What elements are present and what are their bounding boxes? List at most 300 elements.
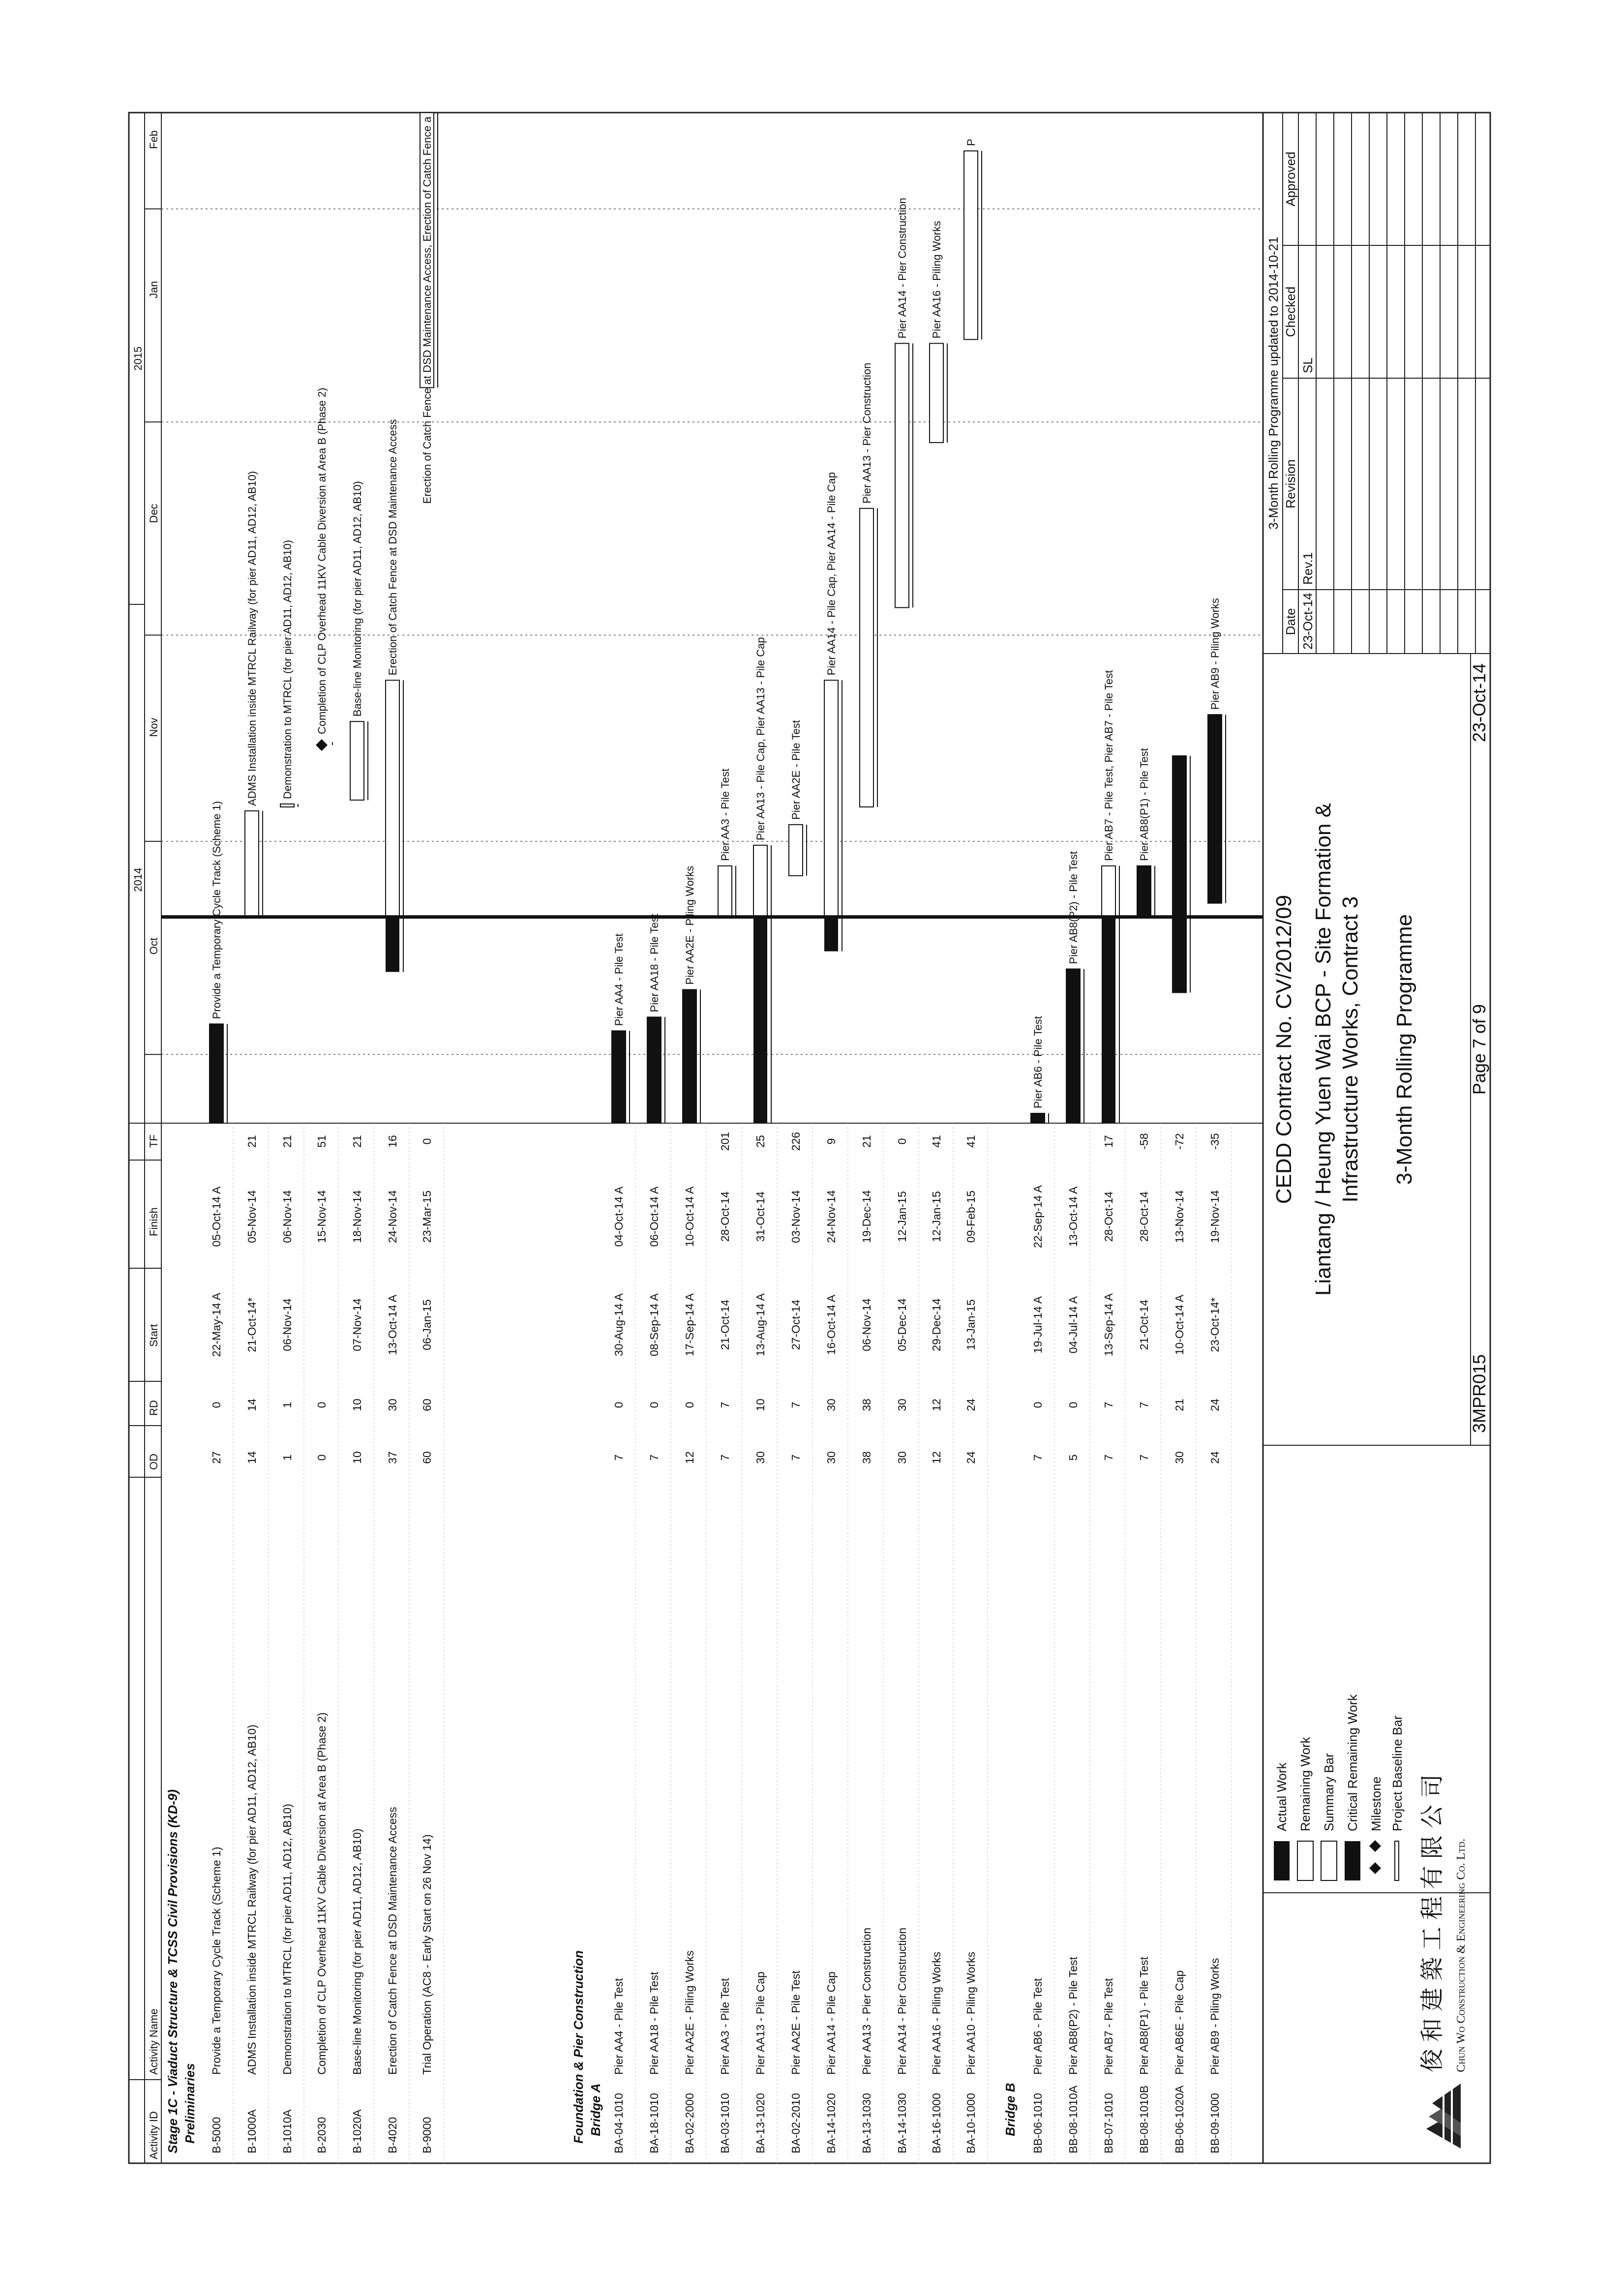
finish-date: 12-Jan-15 (896, 1191, 908, 1242)
start-date: 06-Nov-14 (860, 1298, 873, 1351)
activity-name: Pier AB7 - Pile Test (1102, 1978, 1115, 2075)
year-2014: 2014 (132, 867, 144, 892)
bar-label: Pier AA18 - Pile Test (648, 914, 661, 1013)
bar-label: Erection of Catch Fence at DSD Maintenance Access (387, 419, 399, 676)
finish-date: 13-Oct-14 A (1067, 1186, 1080, 1247)
bar-label: Demonstration to MTRCL (for pier AD11, AD12, AB10) (281, 539, 294, 799)
gantt-bar (647, 914, 665, 1123)
finish-date: 18-Nov-14 (351, 1190, 363, 1243)
table-row (789, 1123, 812, 2163)
group-bridge-b: Bridge B (1003, 2083, 1018, 2136)
total-float: 51 (315, 1135, 328, 1148)
activity-name: Base-line Monitoring (for pier AD11, AD12, AB10) (351, 1828, 363, 2075)
finish-date: 24-Nov-14 (386, 1190, 399, 1243)
legend-baseline-swatch (1395, 1841, 1399, 1880)
actual-bar (612, 1031, 626, 1123)
bar-label: Pier AB8(P2) - Pile Test (1067, 851, 1080, 964)
activity-name: Completion of CLP Overhead 11KV Cable Diversion at Area B (Phase 2) (315, 1712, 328, 2075)
total-float: 226 (789, 1132, 802, 1151)
table-row (896, 1123, 919, 2163)
activity-id: BB-06-1010 (1031, 2093, 1044, 2153)
header-tf: TF (148, 1134, 160, 1148)
milestone-icon (1369, 1840, 1381, 1852)
finish-date: 28-Oct-14 (719, 1191, 731, 1242)
activity-id: BA-02-2000 (683, 2093, 696, 2153)
original-duration: 7 (648, 1454, 661, 1461)
company-block (1418, 1767, 1468, 2148)
original-duration: 7 (612, 1454, 625, 1461)
bar-label: Pier AA2E - Piling Works (684, 865, 696, 985)
finish-date: 24-Nov-14 (825, 1190, 838, 1243)
total-float: 41 (930, 1135, 943, 1148)
activity-name: Pier AA2E - Piling Works (683, 1950, 696, 2075)
original-duration: 0 (315, 1454, 328, 1461)
header-start: Start (148, 1324, 160, 1347)
remaining-duration: 0 (315, 1401, 328, 1408)
activity-name: Pier AB6E - Pile Cap (1173, 1970, 1186, 2075)
table-row (825, 1123, 848, 2163)
start-date: 22-May-14 A (210, 1292, 223, 1357)
remaining-duration: 0 (210, 1401, 223, 1408)
finish-date: 05-Oct-14 A (210, 1186, 223, 1247)
original-duration: 24 (1208, 1451, 1221, 1464)
gantt-bar (860, 363, 877, 807)
start-date: 13-Oct-14 A (386, 1294, 399, 1355)
table-row (386, 1123, 409, 2163)
revision-col-revision: Revision (1283, 459, 1298, 508)
total-float: 21 (281, 1135, 294, 1148)
gantt-bar (1031, 1016, 1049, 1123)
activity-id: BA-02-2010 (789, 2093, 802, 2153)
remaining-duration: 0 (683, 1401, 696, 1408)
bar-label: Pier AA4 - Pile Test (613, 933, 625, 1026)
header-rd: RD (148, 1400, 160, 1416)
activity-id: BA-13-1030 (860, 2093, 873, 2153)
critical-bar (1137, 866, 1151, 917)
original-duration: 14 (245, 1451, 258, 1464)
table-row (860, 1123, 883, 2163)
milestone-icon (316, 739, 328, 751)
actual-bar (753, 917, 767, 1123)
start-date: 19-Jul-14 A (1031, 1296, 1044, 1354)
table-row (1067, 1123, 1090, 2163)
table-row (421, 1123, 444, 2163)
legend-baseline: Project Baseline Bar (1390, 1715, 1405, 1831)
remaining-duration: 30 (825, 1399, 838, 1411)
table-row (1031, 1123, 1054, 2163)
activity-name: Provide a Temporary Cycle Track (Scheme 1) (210, 1847, 223, 2075)
legend-milestone: Milestone (1369, 1776, 1383, 1831)
start-date: 29-Dec-14 (930, 1298, 943, 1351)
contract-number: CEDD Contract No. CV/2012/09 (1272, 895, 1296, 1204)
table-row (964, 1123, 988, 2163)
start-date: 10-Oct-14 A (1173, 1294, 1186, 1355)
landscape-sheet (129, 113, 1490, 2163)
finish-date: 13-Nov-14 (1173, 1190, 1186, 1243)
gantt-bar (245, 471, 263, 917)
activity-id: BB-09-1000 (1208, 2093, 1221, 2153)
total-float: 21 (351, 1135, 363, 1148)
activity-id: BA-18-1010 (648, 2093, 661, 2153)
group-foundation: Foundation & Pier Construction (571, 1950, 586, 2144)
table-row (245, 1123, 269, 2163)
original-duration: 60 (421, 1451, 433, 1464)
remaining-duration: 7 (789, 1401, 802, 1408)
actual-bar (824, 917, 838, 952)
revision-title: 3-Month Rolling Programme updated to 2014-10-21 (1266, 237, 1281, 530)
bar-label: Base-line Monitoring (for pier AD11, AD12, AB10) (351, 481, 363, 717)
finish-date: 06-Nov-14 (281, 1190, 294, 1243)
gantt-bar (895, 198, 913, 607)
remaining-bar (753, 845, 767, 917)
bar-label: Pier AA16 - Piling Works (931, 221, 943, 339)
activity-id: BB-08-1010B (1138, 2085, 1150, 2153)
table-row (1208, 1123, 1232, 2163)
activity-name: Pier AB6 - Pile Test (1031, 1978, 1044, 2075)
legend-remaining-swatch (1297, 1841, 1313, 1880)
total-float: 21 (860, 1135, 873, 1148)
table-row (210, 1123, 233, 2163)
activity-name: Pier AA3 - Pile Test (719, 1978, 731, 2075)
actual-bar (683, 989, 696, 1123)
company-name-chinese: 俊和建築工程有限公司 (1418, 1767, 1446, 2072)
group-stage: Stage 1C - Viaduct Structure & TCSS Civil Provisions (KD-9) (165, 1789, 180, 2153)
remaining-bar (964, 151, 978, 339)
header-activity-name: Activity Name (148, 2008, 160, 2075)
gantt-bar (1137, 748, 1155, 917)
activity-id: BB-07-1010 (1102, 2093, 1115, 2153)
remaining-duration: 60 (421, 1399, 433, 1411)
actual-bar (210, 1024, 223, 1123)
critical-bar (1208, 715, 1222, 903)
total-float: 16 (386, 1135, 399, 1148)
remaining-duration: 24 (964, 1399, 977, 1411)
gantt-bar (964, 139, 982, 339)
page-number: Page 7 of 9 (1469, 1004, 1489, 1095)
gantt-bar (1208, 598, 1226, 903)
start-date: 21-Oct-14 (719, 1299, 731, 1350)
original-duration: 27 (210, 1451, 223, 1464)
start-date: 06-Jan-15 (421, 1299, 433, 1350)
activity-id: BB-06-1020A (1173, 2085, 1186, 2153)
gantt-bar (1102, 670, 1119, 1123)
activity-name: Pier AA14 - Pile Cap (825, 1971, 838, 2075)
original-duration: 7 (1031, 1454, 1044, 1461)
legend-actual-swatch (1274, 1841, 1290, 1880)
total-float: 0 (896, 1138, 908, 1145)
gantt-bar (280, 540, 298, 807)
programme-title: 3-Month Rolling Programme (1392, 914, 1416, 1185)
month-oct: Oct (148, 937, 160, 955)
table-row (1102, 1123, 1125, 2163)
total-float: 17 (1102, 1135, 1115, 1148)
total-float: -72 (1173, 1133, 1186, 1150)
start-date: 23-Oct-14* (1208, 1297, 1221, 1352)
remaining-duration: 7 (719, 1401, 731, 1408)
activity-name: Pier AA4 - Pile Test (612, 1978, 625, 2075)
gantt-bar (930, 221, 947, 443)
activity-id: BB-08-1010A (1067, 2085, 1080, 2153)
total-float: 41 (964, 1135, 977, 1148)
bar-label: Erection of Catch Fence at DSD Maintenance Access, Erection of Catch Fence a (421, 117, 433, 504)
remaining-bar (718, 866, 732, 917)
table-row (930, 1123, 953, 2163)
revision-col-date: Date (1283, 608, 1298, 635)
activity-id: BA-04-1010 (612, 2093, 625, 2153)
finish-date: 06-Oct-14 A (648, 1186, 661, 1247)
remaining-duration: 12 (930, 1399, 943, 1411)
remaining-bar (895, 343, 909, 607)
actual-bar (1102, 917, 1115, 1123)
activity-id: B-1000A (245, 2109, 258, 2153)
bar-label: Pier AB8(P1) - Pile Test (1138, 748, 1150, 861)
group-preliminaries: Preliminaries (182, 2063, 197, 2144)
original-duration: 30 (825, 1451, 838, 1464)
original-duration: 12 (683, 1451, 696, 1464)
activity-table (210, 1123, 1232, 2163)
finish-date: 23-Mar-15 (421, 1190, 433, 1243)
start-date: 13-Jan-15 (964, 1299, 977, 1350)
activity-name: Pier AA16 - Piling Works (930, 1951, 943, 2075)
finish-date: 19-Nov-14 (1208, 1190, 1221, 1243)
gantt-bar (1066, 851, 1084, 1123)
gantt-bar (612, 933, 630, 1123)
activity-name: Pier AB8(P1) - Pile Test (1138, 1957, 1150, 2075)
total-float: -35 (1208, 1133, 1221, 1150)
table-row (719, 1123, 742, 2163)
start-date: 05-Dec-14 (896, 1298, 908, 1351)
remaining-duration: 24 (1208, 1399, 1221, 1411)
original-duration: 7 (1138, 1454, 1150, 1461)
bar-label: Pier AA14 - Pier Construction (896, 198, 908, 339)
original-duration: 38 (860, 1451, 873, 1464)
activity-name: Pier AA14 - Pier Construction (896, 1927, 908, 2075)
bar-label: Pier AB9 - Piling Works (1209, 598, 1221, 710)
remaining-duration: 10 (754, 1399, 767, 1411)
remaining-duration: 14 (245, 1399, 258, 1411)
activity-name: Pier AB8(P2) - Pile Test (1067, 1957, 1080, 2075)
remaining-duration: 10 (351, 1399, 363, 1411)
actual-bar (386, 917, 399, 972)
original-duration: 7 (789, 1454, 802, 1461)
start-date: 27-Oct-14 (789, 1299, 802, 1350)
revision-block (1266, 113, 1490, 654)
finish-date: 05-Nov-14 (245, 1190, 258, 1243)
activity-name: Erection of Catch Fence at DSD Maintenance Access (386, 1807, 399, 2075)
bar-label: ADMS Installation inside MTRCL Railway (for pier AD11, AD12, AB10) (246, 471, 258, 806)
revision-row-checked: SL (1300, 358, 1315, 373)
gantt-bar (210, 801, 227, 1123)
finish-date: 19-Dec-14 (860, 1190, 873, 1243)
remaining-duration: 30 (386, 1399, 399, 1411)
revision-row-date: 23-Oct-14 (1300, 593, 1315, 650)
original-duration: 12 (930, 1451, 943, 1464)
table-row (351, 1123, 374, 2163)
total-float: 25 (754, 1135, 767, 1148)
legend-summary-swatch (1321, 1841, 1337, 1880)
legend-remaining: Remaining Work (1298, 1737, 1313, 1831)
remaining-duration: 0 (1067, 1401, 1080, 1408)
finish-date: 28-Oct-14 (1102, 1191, 1115, 1242)
gantt-bar (718, 769, 736, 917)
bar-label: Pier AA2E - Pile Test (790, 720, 802, 820)
original-duration: 30 (896, 1451, 908, 1464)
finish-date: 12-Jan-15 (930, 1191, 943, 1242)
remaining-duration: 1 (281, 1401, 294, 1408)
gantt-bar (753, 637, 771, 1123)
original-duration: 24 (964, 1451, 977, 1464)
activity-name: Demonstration to MTRCL (for pier AD11, AD12, AB10) (281, 1804, 294, 2075)
milestone-icon (1369, 1862, 1381, 1874)
actual-bar (647, 1017, 661, 1123)
company-logo (1426, 2084, 1461, 2148)
total-float: 21 (245, 1135, 258, 1148)
year-2015: 2015 (132, 346, 144, 371)
remaining-duration: 0 (612, 1401, 625, 1408)
title-block (1272, 654, 1489, 1445)
gantt-bars (210, 113, 1226, 1123)
original-duration: 30 (754, 1451, 767, 1464)
revision-col-approved: Approved (1283, 151, 1298, 207)
activity-name: ADMS Installation inside MTRCL Railway (for pier AD11, AD12, AB10) (245, 1724, 258, 2075)
table-row (315, 1123, 338, 2163)
start-date: 16-Oct-14 A (825, 1294, 838, 1355)
month-feb: Feb (148, 130, 160, 149)
bar-label: Pier AA14 - Pile Cap, Pier AA14 - Pile Cap (825, 472, 838, 676)
gantt-bar (316, 388, 332, 751)
gantt-bar (420, 113, 438, 504)
original-duration: 30 (1173, 1451, 1186, 1464)
table-row (1173, 1123, 1196, 2163)
activity-id: BA-14-1030 (896, 2093, 908, 2153)
legend-critical: Critical Remaining Work (1345, 1694, 1360, 1831)
activity-name: Pier AA2E - Pile Test (789, 1970, 802, 2075)
original-duration: 5 (1067, 1454, 1080, 1461)
start-date: 06-Nov-14 (281, 1298, 294, 1351)
finish-date: 04-Oct-14 A (612, 1186, 625, 1247)
remaining-duration: 21 (1173, 1399, 1186, 1411)
remaining-bar (280, 804, 294, 807)
start-date: 04-Jul-14 A (1067, 1296, 1080, 1354)
table-row (612, 1123, 635, 2163)
actual-bar (1066, 969, 1080, 1123)
remaining-duration: 38 (860, 1399, 873, 1411)
activity-id: B-1020A (351, 2109, 363, 2153)
finish-date: 22-Sep-14 A (1031, 1185, 1044, 1248)
table-row (1138, 1123, 1161, 2163)
remaining-bar (386, 680, 399, 917)
activity-id: B-2030 (315, 2117, 328, 2153)
original-duration: 7 (719, 1454, 731, 1461)
legend-summary: Summary Bar (1322, 1753, 1336, 1831)
bar-label: Provide a Temporary Cycle Track (Scheme 1) (211, 801, 223, 1019)
table-row (754, 1123, 777, 2163)
gantt-bar (789, 720, 807, 875)
original-duration: 10 (351, 1451, 363, 1464)
finish-date: 10-Oct-14 A (683, 1186, 696, 1247)
project-title-line1: Liantang / Heung Yuen Wai BCP - Site Formation & (1311, 803, 1335, 1296)
month-nov: Nov (148, 717, 160, 737)
company-name-english: Chun Wo Construction & Engineering Co. Ltd. (1455, 1838, 1468, 2072)
activity-id: BA-13-1020 (754, 2093, 767, 2153)
legend (1274, 1694, 1405, 1880)
remaining-bar (860, 508, 873, 807)
total-float: 0 (421, 1138, 433, 1145)
header-od: OD (148, 1454, 160, 1470)
original-duration: 7 (1102, 1454, 1115, 1461)
finish-date: 31-Oct-14 (754, 1191, 767, 1242)
finish-date: 28-Oct-14 (1138, 1191, 1150, 1242)
activity-name: Pier AB9 - Piling Works (1208, 1958, 1221, 2075)
start-date: 17-Sep-14 A (683, 1293, 696, 1356)
remaining-bar (350, 721, 364, 800)
revision-col-checked: Checked (1283, 286, 1298, 337)
project-title-line2: Infrastructure Works, Contract 3 (1338, 896, 1362, 1203)
start-date: 07-Nov-14 (351, 1298, 363, 1351)
activity-name: Trial Operation (AC8 - Early Start on 26 Nov 14) (421, 1834, 433, 2075)
start-date: 30-Aug-14 A (612, 1293, 625, 1356)
activity-id: BA-16-1000 (930, 2093, 943, 2153)
activity-id: BA-10-1000 (964, 2093, 977, 2153)
gantt-bar (386, 419, 403, 972)
activity-name: Pier AA18 - Pile Test (648, 1971, 661, 2075)
bar-label: Pier AA13 - Pier Construction (861, 362, 873, 504)
legend-actual: Actual Work (1274, 1762, 1289, 1831)
activity-name: Pier AA10 - Piling Works (964, 1951, 977, 2075)
activity-name: Pier AA13 - Pier Construction (860, 1927, 873, 2075)
activity-id: BA-03-1010 (719, 2093, 731, 2153)
total-float: -58 (1138, 1133, 1150, 1150)
finish-date: 15-Nov-14 (315, 1190, 328, 1243)
revision-row-revision: Rev.1 (1300, 552, 1315, 585)
bar-label: Pier AB6 - Pile Test (1032, 1016, 1044, 1109)
legend-critical-swatch (1345, 1841, 1360, 1880)
finish-date: 03-Nov-14 (789, 1190, 802, 1243)
activity-id: B-4020 (386, 2117, 399, 2153)
activity-id: B-9000 (421, 2117, 433, 2153)
critical-bar (1173, 756, 1186, 992)
bar-label: Pier AB7 - Pile Test, Pier AB7 - Pile Test (1103, 670, 1115, 861)
month-dec: Dec (148, 504, 160, 523)
activity-id: BA-14-1020 (825, 2093, 838, 2153)
activity-name: Pier AA13 - Pile Cap (754, 1971, 767, 2075)
start-date: 21-Oct-14* (245, 1297, 258, 1352)
original-duration: 37 (386, 1451, 399, 1464)
remaining-bar (1102, 866, 1115, 917)
start-date: 21-Oct-14 (1138, 1299, 1150, 1350)
header-finish: Finish (148, 1207, 160, 1236)
actual-bar (1031, 1113, 1045, 1123)
total-float: 201 (719, 1132, 731, 1151)
start-date: 13-Aug-14 A (754, 1293, 767, 1356)
remaining-duration: 0 (648, 1401, 661, 1408)
table-row (648, 1123, 671, 2163)
activity-id: B-5000 (210, 2117, 223, 2153)
original-duration: 1 (281, 1454, 294, 1461)
start-date: 13-Sep-14 A (1102, 1293, 1115, 1356)
remaining-bar (824, 680, 838, 917)
programme-ref: 3MPR015 (1469, 1354, 1489, 1433)
print-date: 23-Oct-14 (1469, 663, 1489, 743)
total-float: 9 (825, 1138, 838, 1145)
gantt-bar (350, 481, 368, 800)
table-header (148, 1134, 160, 2159)
bar-label: Completion of CLP Overhead 11KV Cable Diversion at Area B (Phase 2) (316, 388, 328, 735)
bar-label: Pier AA3 - Pile Test (719, 768, 731, 861)
remaining-duration: 0 (1031, 1401, 1044, 1408)
group-bridge-a: Bridge A (588, 2083, 603, 2136)
activity-id: B-1010A (281, 2109, 294, 2153)
